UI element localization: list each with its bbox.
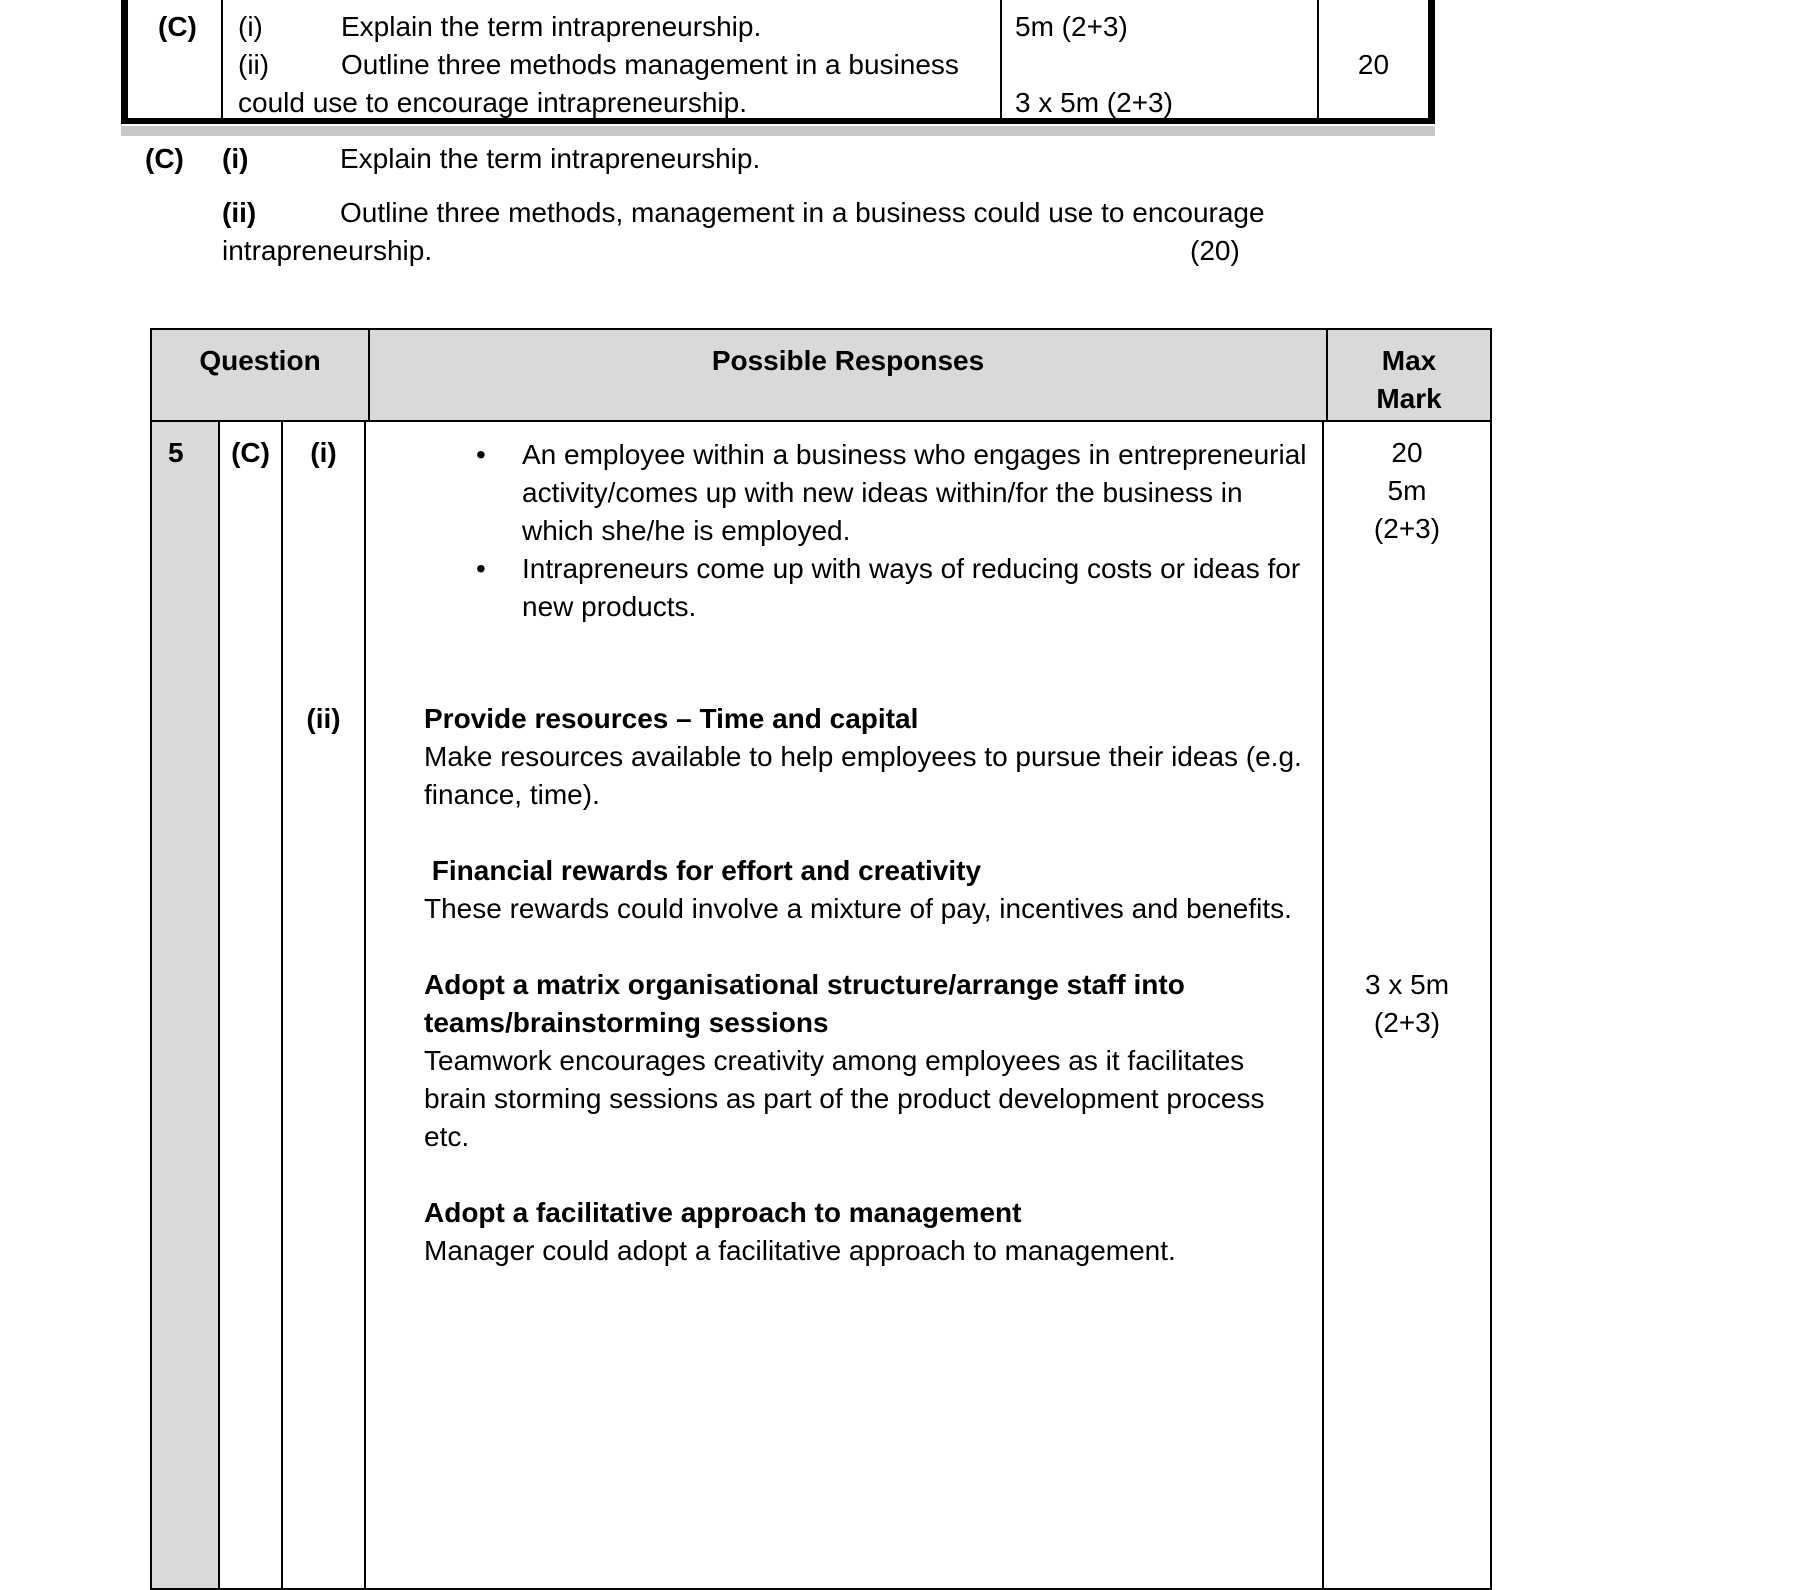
max-mark-scheme: 3 x 5m: [1364, 969, 1450, 1000]
bullet-icon: •: [476, 439, 486, 470]
exam-question-line-2: [238, 46, 1000, 84]
response-heading: Provide resources – Time and capital: [424, 703, 919, 734]
max-mark-split: (2+3): [1373, 513, 1441, 544]
cell-part-label: (C): [220, 422, 283, 1588]
question-total-marks: (20): [1190, 235, 1240, 266]
exam-question-line-3: [238, 84, 1000, 122]
response-body: Make resources available to help employees to pursue their ideas (e.g. finance, time).: [424, 741, 1302, 810]
total-spacer: [1319, 8, 1428, 46]
response-block: [424, 966, 1304, 1156]
response-body: Teamwork encourages creativity among employees as it facilitates brain storming sessions as part of the product development process etc.: [424, 1045, 1265, 1152]
exam-total-cell: [1319, 0, 1428, 118]
marks-subpart-i: 5m (2+3): [1015, 11, 1128, 42]
cell-subpart-labels: [283, 422, 366, 1588]
max-mark-sub1: [1324, 434, 1490, 548]
subpart-i-label: (i): [238, 11, 263, 42]
bullet-text: An employee within a business who engages in entrepreneurial activity/comes up with new ideas within/for the business in which she/he is employed.: [522, 439, 1307, 546]
exam-question-cell: [223, 0, 1002, 118]
question-sub1-label: (i): [222, 143, 249, 174]
exam-paper-table: [121, 0, 1435, 124]
scheme-body-row: [152, 422, 1490, 1588]
sub2-response-blocks: [424, 700, 1304, 1270]
response-heading: Financial rewards for effort and creativity: [424, 855, 982, 886]
response-block: [424, 852, 1304, 928]
response-body: These rewards could involve a mixture of pay, incentives and benefits.: [424, 893, 1292, 924]
question-sub1-text: Explain the term intrapreneurship.: [340, 143, 761, 174]
header-max-line2: Mark: [1376, 383, 1442, 414]
response-block: [424, 700, 1304, 814]
response-heading: Adopt a facilitative approach to management: [424, 1197, 1022, 1228]
marking-scheme-table: [150, 328, 1492, 1590]
subpart-ii-continuation: could use to encourage intrapreneurship.: [238, 87, 748, 118]
max-mark-total: 20: [1391, 437, 1423, 468]
marks-subpart-ii: 3 x 5m (2+3): [1015, 87, 1173, 118]
list-item: [476, 550, 1322, 626]
question-sub2-label: (ii): [222, 197, 257, 228]
cell-question-number: 5: [152, 422, 220, 1588]
max-mark-unit: 5m: [1387, 475, 1427, 506]
subpart-i-text: Explain the term intrapreneurship.: [341, 11, 762, 42]
question-sub2-continuation: intrapreneurship.: [222, 235, 433, 266]
bullet-icon: •: [476, 553, 486, 584]
scheme-header-row: [152, 330, 1490, 422]
max-mark-sub2: [1324, 966, 1490, 1042]
response-heading: Adopt a matrix organisational structure/arrange staff into teams/brainstorming sessions: [424, 969, 1193, 1038]
exam-question-line-1: [238, 8, 1000, 46]
subpart-i-marker: (i): [310, 437, 337, 468]
cell-possible-responses: [366, 422, 1324, 1588]
total-marks-value: 20: [1357, 49, 1390, 80]
response-block: [424, 1194, 1304, 1270]
exam-marks-cell: [1002, 0, 1319, 118]
header-max-line1: Max: [1381, 345, 1437, 376]
subpart-ii-text: Outline three methods management in a business: [341, 49, 959, 80]
subpart-ii-label: (ii): [238, 49, 270, 80]
marks-spacer: [1015, 46, 1317, 84]
cell-max-mark: [1324, 422, 1490, 1588]
sub1-bullet-list: [476, 436, 1322, 626]
question-sub2-text: Outline three methods, management in a business could use to encourage: [340, 197, 1265, 228]
list-item: [476, 436, 1322, 550]
question-part-label: (C): [145, 143, 184, 174]
header-max-mark: [1328, 330, 1490, 420]
bullet-text: Intrapreneurs come up with ways of reducing costs or ideas for new products.: [522, 553, 1301, 622]
subpart-ii-marker: (ii): [306, 703, 341, 734]
response-body: Manager could adopt a facilitative approach to management.: [424, 1235, 1176, 1266]
exam-part-label: (C): [128, 0, 223, 118]
max-mark-split: (2+3): [1373, 1007, 1441, 1038]
page-break-shadow: [121, 126, 1435, 136]
header-possible-responses: Possible Responses: [370, 330, 1328, 420]
header-question: Question: [152, 330, 370, 420]
